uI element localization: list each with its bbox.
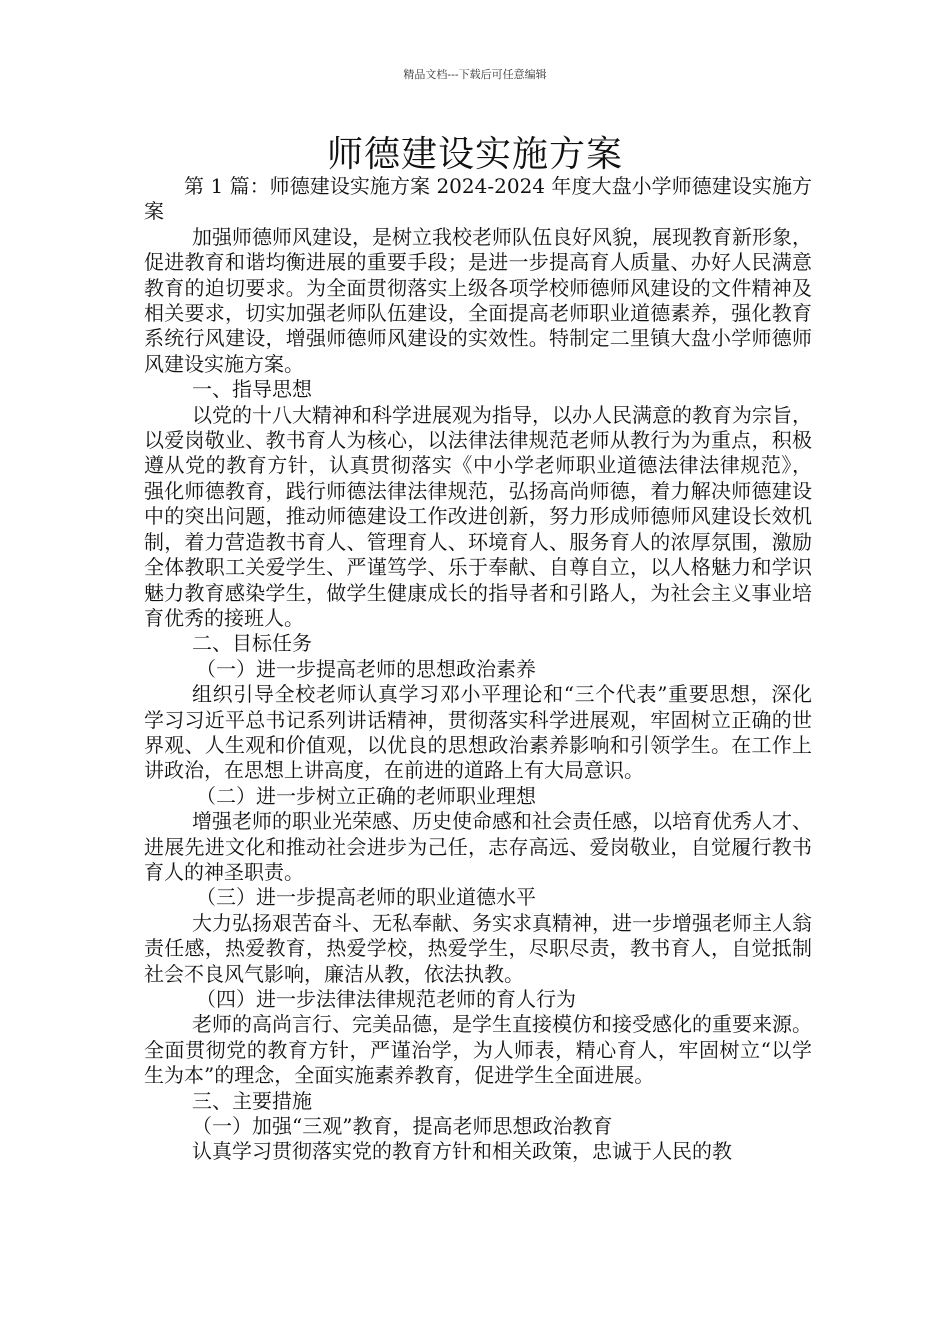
paragraph: 以党的十八大精神和科学进展观为指导，以办人民满意的教育为宗旨，以爱岗敬业、教书育人为核心，以法律法律规范老师从教行为为重点，积极遵从党的教育方针，认真贯彻落实《中小学老师职业道德法律法律规范》，强化师德教育，践行师德法律法律规范，弘扬高尚师德，着力解决师德建设中的突出问题，推动师德建设工作改进创新，努力形成师德师风建设长效机制，着力营造教书育人、管理育人、环境育人、服务育人的浓厚氛围，激励全体教职工关爱学生、严谨笃学、乐于奉献、自尊自立，以人格魅力和学识魅力教育感染学生，做学生健康成长的指导者和引路人，为社会主义事业培育优秀的接班人。: [144, 402, 812, 630]
section-heading: 二、目标任务: [192, 631, 312, 656]
subsection-heading: （二）进一步树立正确的老师职业理想: [196, 783, 536, 808]
document-title: 师德建设实施方案: [326, 134, 623, 175]
subsection-heading: （一）加强“三观”教育，提高老师思想政治教育: [192, 1114, 613, 1139]
paragraph: 加强师德师风建设，是树立我校老师队伍良好风貌，展现教育新形象，促进教育和谐均衡进展的重要手段；是进一步提高育人质量、办好人民满意教育的迫切要求。为全面贯彻落实上级各项学校师德师风建设的文件精神及相关要求，切实加强老师队伍建设，全面提高老师职业道德素养，强化教育系统行风建设，增强师德师风建设的实效性。特制定二里镇大盘小学师德师风建设实施方案。: [144, 224, 812, 376]
section-heading: 一、指导思想: [192, 377, 312, 402]
paragraph: 大力弘扬艰苦奋斗、无私奉献、务实求真精神，进一步增强老师主人翁责任感，热爱教育，热爱学校，热爱学生，尽职尽责，教书育人，自觉抵制社会不良风气影响，廉洁从教，依法执教。: [144, 910, 812, 986]
section-heading: 三、主要措施: [192, 1088, 312, 1113]
document-body: [144, 174, 812, 1165]
paragraph: 老师的高尚言行、完美品德，是学生直接模仿和接受感化的重要来源。全面贯彻党的教育方针，严谨治学，为人师表，精心育人，牢固树立“以学生为本”的理念，全面实施素养教育，促进学生全面进展。: [144, 1012, 812, 1088]
paragraph: 认真学习贯彻落实党的教育方针和相关政策，忠诚于人民的教: [192, 1139, 732, 1164]
subsection-heading: （一）进一步提高老师的思想政治素养: [196, 656, 536, 681]
paragraph: 第 1 篇：师德建设实施方案 2024-2024 年度大盘小学师德建设实施方案: [144, 174, 812, 224]
subsection-heading: （三）进一步提高老师的职业道德水平: [196, 885, 536, 910]
paragraph: 增强老师的职业光荣感、历史使命感和社会责任感，以培育优秀人才、进展先进文化和推动社会进步为己任，志存高远、爱岗敬业，自觉履行教书育人的神圣职责。: [144, 809, 812, 884]
subsection-heading: （四）进一步法律法律规范老师的育人行为: [196, 987, 576, 1011]
page-header: 精品文档---下载后可任意编辑: [403, 68, 547, 81]
paragraph: 组织引导全校老师认真学习邓小平理论和“三个代表”重要思想，深化学习习近平总书记系列讲话精神，贯彻落实科学进展观，牢固树立正确的世界观、人生观和价值观，以优良的思想政治素养影响和引领学生。在工作上讲政治，在思想上讲高度，在前进的道路上有大局意识。: [144, 682, 812, 783]
